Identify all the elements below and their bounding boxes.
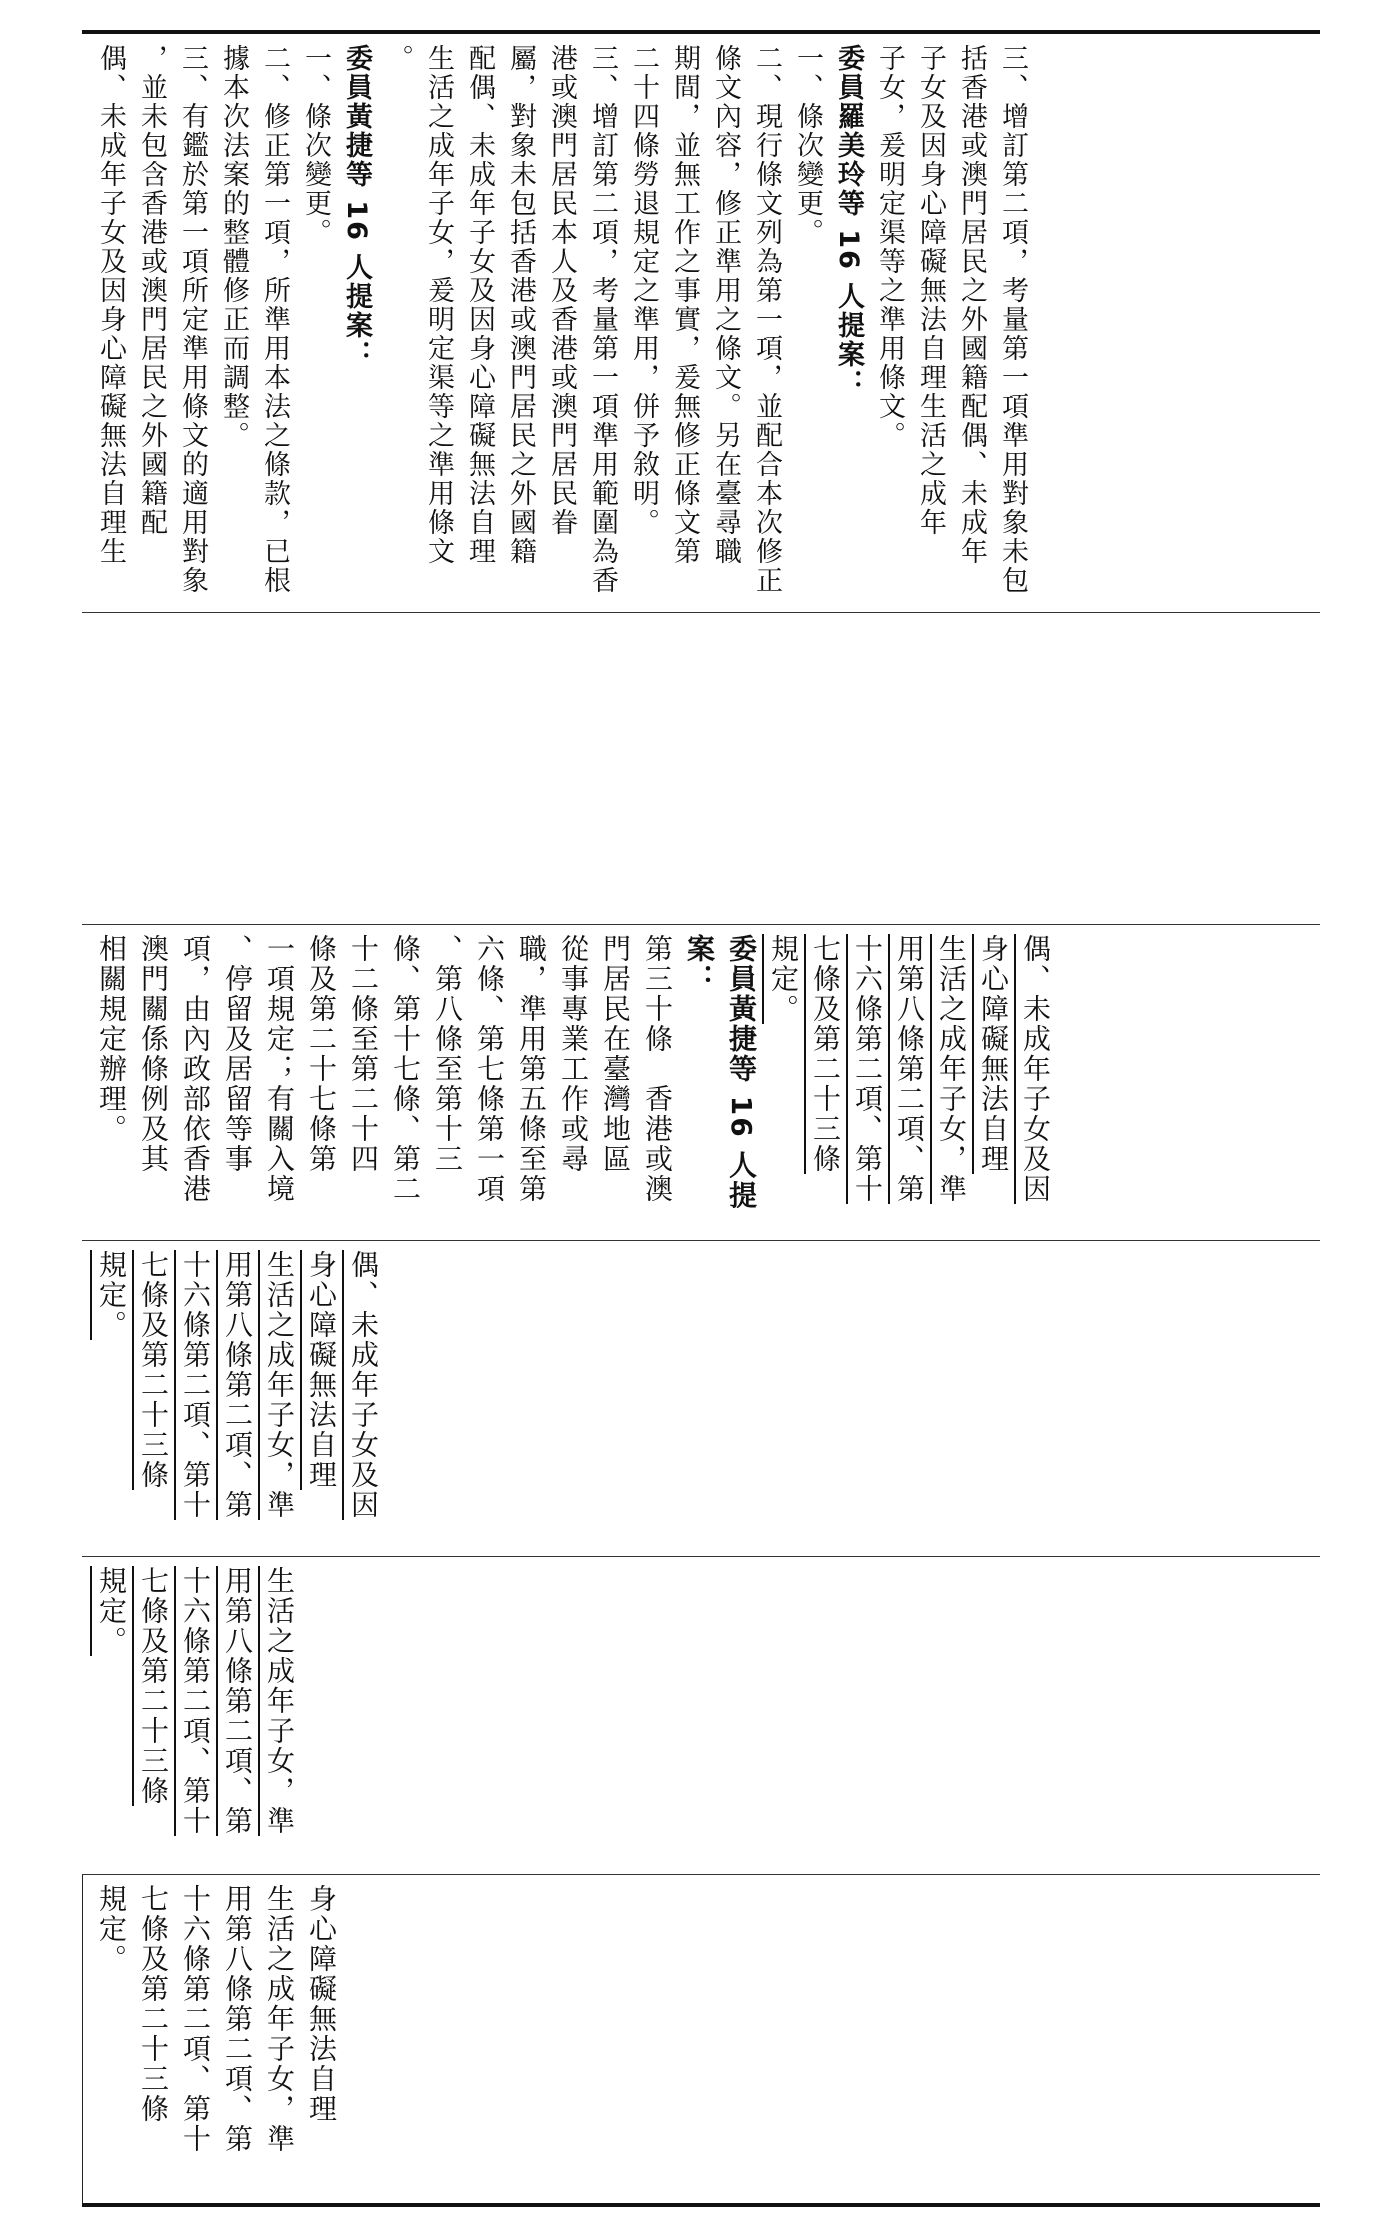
cell-4-body-3: 從事專業工作或尋 (557, 934, 590, 1174)
cell-5-text (90, 44, 1033, 595)
cell-5-line-4: 子女，爰明定渠等之準用條文。 (874, 44, 905, 450)
cell-4-text (90, 934, 1056, 1234)
cell-4-body-8: 十二條至第二十四 (347, 934, 380, 1174)
cell-4-line-7: 規定。 (767, 934, 800, 1024)
row-line-c (82, 1240, 1320, 1241)
column-divider-1 (82, 1874, 83, 2204)
cell-4-line-5: 十六條第二項、第十 (851, 934, 884, 1204)
cell-5-list1-4: 期間，並無工作之事實，爰無修正條文第 (669, 44, 700, 566)
cell-5-list1-9: 配偶、未成年子女及因身心障礙無法自理 (464, 44, 495, 566)
cell-1-text (90, 1884, 342, 2154)
bottom-rule (82, 2203, 1320, 2207)
cell-5-list2-6: 偶、未成年子女及因身心障礙無法自理生 (95, 44, 126, 566)
cell-5-line-3: 子女及因身心障礙無法自理生活之成年 (915, 44, 946, 537)
cell-4-body-6: 、第八條至第十三 (431, 934, 464, 1174)
cell-4-body-10: 一項規定；有關入境 (263, 934, 296, 1204)
cell-3 (90, 1250, 450, 1550)
cell-4-body-4: 職，準用第五條至第 (515, 934, 548, 1204)
top-rule (82, 30, 1320, 34)
cell-1 (90, 1884, 390, 2196)
cell-5 (90, 44, 1316, 604)
cell-3-line-2: 身心障礙無法自理 (305, 1250, 338, 1490)
cell-4-body-1: 第三十條 香港或澳 (641, 934, 674, 1204)
cell-3-text (90, 1250, 384, 1520)
cell-4-body-5: 六條、第七條第一項 (473, 934, 506, 1204)
cell-5-list2-1: 一、條次變更。 (300, 44, 331, 247)
cell-2-text (90, 1566, 300, 1836)
cell-5-list1-3: 條文內容，修正準用之條文。另在臺尋職 (710, 44, 741, 566)
cell-3-line-7: 規定。 (95, 1250, 128, 1340)
cell-4-line-1: 偶、未成年子女及因 (1019, 934, 1052, 1204)
cell-4-heading: 委員黃捷等 16 人提案： (683, 934, 758, 1211)
cell-5-list1-10: 生活之成年子女，爰明定渠等之準用條文 (423, 44, 454, 566)
row-line-e (82, 612, 1320, 613)
cell-5-list1-1: 一、條次變更。 (792, 44, 823, 247)
cell-1-line-3: 用第八條第二項、第 (221, 1884, 254, 2154)
cell-2 (90, 1566, 390, 1866)
cell-4-body-7: 條、第十七條、第二 (389, 934, 422, 1204)
cell-4-body-13: 澳門關係條例及其 (137, 934, 170, 1174)
cell-5-list1-2: 二、現行條文列為第一項，並配合本次修正 (751, 44, 782, 595)
cell-5-list2-4: 三、有鑑於第一項所定準用條文的適用對象 (177, 44, 208, 595)
cell-3-line-5: 十六條第二項、第十 (179, 1250, 212, 1520)
cell-1-line-2: 生活之成年子女，準 (263, 1884, 296, 2154)
cell-4-line-6: 七條及第二十三條 (809, 934, 842, 1174)
row-line-b (82, 1556, 1320, 1557)
cell-1-line-1: 身心障礙無法自理 (305, 1884, 338, 2124)
cell-4-body-9: 條及第二十七條第 (305, 934, 338, 1174)
cell-1-line-4: 十六條第二項、第十 (179, 1884, 212, 2154)
cell-5-list1-8: 屬，對象未包括香港或澳門居民之外國籍 (505, 44, 536, 566)
cell-5-list1-5: 二十四條勞退規定之準用，併予敘明。 (628, 44, 659, 537)
cell-5-list2-5: ，並未包含香港或澳門居民之外國籍配 (136, 44, 167, 537)
cell-4-line-4: 用第八條第二項、第 (893, 934, 926, 1204)
cell-4 (90, 934, 1310, 1234)
cell-1-line-5: 七條及第二十三條 (137, 1884, 170, 2124)
cell-4-line-2: 身心障礙無法自理 (977, 934, 1010, 1174)
cell-5-list1-7: 港或澳門居民本人及香港或澳門居民眷 (546, 44, 577, 537)
cell-2-line-4: 七條及第二十三條 (137, 1566, 170, 1806)
cell-5-heading-2: 委員黃捷等 16 人提案： (341, 44, 372, 370)
cell-4-body-12: 項，由內政部依香港 (179, 934, 212, 1204)
cell-5-heading-1: 委員羅美玲等 16 人提案： (833, 44, 864, 399)
cell-2-line-5: 規定。 (95, 1566, 128, 1656)
cell-4-body-2: 門居民在臺灣地區 (599, 934, 632, 1174)
cell-5-line-2: 括香港或澳門居民之外國籍配偶、未成年 (956, 44, 987, 566)
cell-5-list1-11: 。 (382, 44, 413, 73)
row-line-d (82, 924, 1320, 925)
cell-5-list1-6: 三、增訂第二項，考量第一項準用範圍為香 (587, 44, 618, 595)
cell-3-line-1: 偶、未成年子女及因 (347, 1250, 380, 1520)
cell-4-line-3: 生活之成年子女，準 (935, 934, 968, 1204)
row-line-a (82, 1874, 1320, 1875)
cell-3-line-3: 生活之成年子女，準 (263, 1250, 296, 1520)
cell-2-line-3: 十六條第二項、第十 (179, 1566, 212, 1836)
cell-2-line-2: 用第八條第二項、第 (221, 1566, 254, 1836)
cell-4-body-11: 、停留及居留等事 (221, 934, 254, 1174)
cell-5-line-1: 三、增訂第二項，考量第一項準用對象未包 (997, 44, 1028, 595)
cell-2-line-1: 生活之成年子女，準 (263, 1566, 296, 1836)
cell-3-line-4: 用第八條第二項、第 (221, 1250, 254, 1520)
cell-5-list2-2: 二、修正第一項，所準用本法之條款，已根 (259, 44, 290, 595)
cell-3-line-6: 七條及第二十三條 (137, 1250, 170, 1490)
cell-1-line-6: 規定。 (95, 1884, 128, 1974)
cell-5-list2-3: 據本次法案的整體修正而調整。 (218, 44, 249, 450)
cell-4-body-14: 相關規定辦理。 (95, 934, 128, 1144)
